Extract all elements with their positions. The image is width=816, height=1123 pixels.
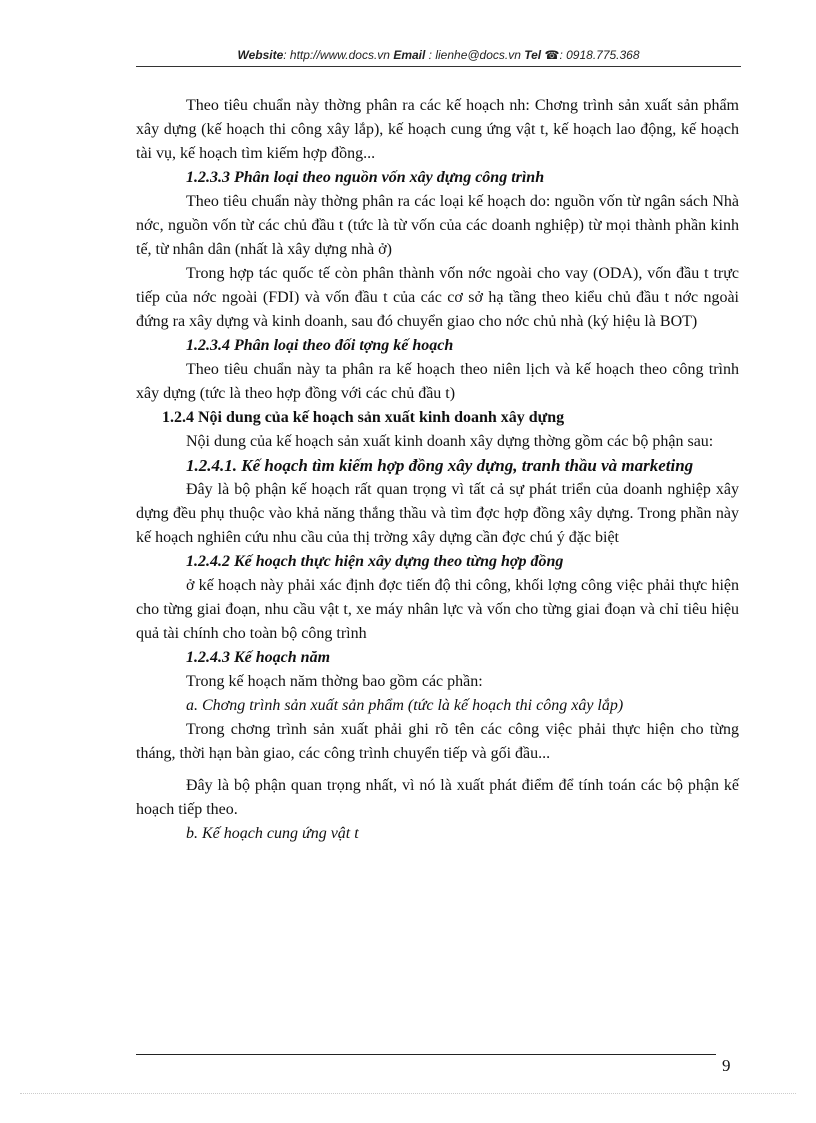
paragraph: Theo tiêu chuẩn này thờng phân ra các kế hoạch nh: Chơng trình sản xuất sản phẩm xây dựng (kế hoạch thi công xây lắp), kế hoạch cung ứng vật t, kế hoạch lao động, kế hoạch tài vụ, kế hoạch tìm kiếm hợp đồng... <box>136 97 739 162</box>
section-heading: 1.2.4.2 Kế hoạch thực hiện xây dựng theo từng hợp đồng <box>186 553 564 570</box>
tel-label: Tel <box>524 48 542 62</box>
section-heading: 1.2.4.3 Kế hoạch năm <box>186 649 331 666</box>
header-divider <box>136 66 741 67</box>
paragraph: Đây là bộ phận quan trọng nhất, vì nó là xuất phát điểm để tính toán các bộ phận kế hoạch tiếp theo. <box>136 777 739 818</box>
website-label: Website <box>237 48 284 62</box>
email-value: : lienhe@docs.vn <box>428 48 521 62</box>
phone-icon: ☎ <box>544 48 560 62</box>
section-heading: 1.2.4 Nội dung của kế hoạch sản xuất kinh doanh xây dựng <box>162 409 565 426</box>
list-item: a. Chơng trình sản xuất sản phẩm (tức là kế hoạch thi công xây lắp) <box>186 697 624 714</box>
section-heading: 1.2.4.1. Kế hoạch tìm kiếm hợp đồng xây dựng, tranh thầu và marketing <box>186 456 694 475</box>
website-value: : http://www.docs.vn <box>283 48 390 62</box>
paragraph: Trong hợp tác quốc tế còn phân thành vốn nớc ngoài cho vay (ODA), vốn đầu t trực tiếp của nớc ngoài (FDI) và vốn đầu t của các cơ sở hạ tầng theo kiểu chủ đầu t nớc ngoài đứng ra xây dựng và kinh doanh, sau đó chuyển giao cho nớc chủ nhà (ký hiệu là BOT) <box>136 265 739 330</box>
paragraph: ở kế hoạch này phải xác định đợc tiến độ thi công, khối lợng công việc phải thực hiện cho từng giai đoạn, nhu cầu vật t, xe máy nhân lực và vốn cho từng giai đoạn và chỉ tiêu hiệu quả tài chính cho toàn bộ công trình <box>136 577 739 642</box>
tel-value: : 0918.775.368 <box>559 48 640 62</box>
paragraph: Theo tiêu chuẩn này ta phân ra kế hoạch theo niên lịch và kế hoạch theo công trình xây dựng (tức là theo hợp đồng với các chủ đầu t) <box>136 361 739 402</box>
paragraph: Trong chơng trình sản xuất phải ghi rõ tên các công việc phải thực hiện cho từng tháng, thời hạn bàn giao, các công trình chuyển tiếp và gối đầu... <box>136 721 739 762</box>
section-heading: 1.2.3.4 Phân loại theo đối tợng kế hoạch <box>186 337 454 354</box>
footer-divider <box>136 1054 716 1055</box>
document-body <box>136 94 739 846</box>
page-header <box>136 48 741 62</box>
page-number: 9 <box>722 1056 731 1075</box>
page-edge-dots <box>20 1093 796 1094</box>
paragraph: Theo tiêu chuẩn này thờng phân ra các loại kế hoạch do: nguồn vốn từ ngân sách Nhà nớc, nguồn vốn từ các chủ đầu t (tức là từ vốn của các doanh nghiệp) từ mọi thành phần kinh tế, từ nhân dân (nhất là xây dựng nhà ở) <box>136 193 739 258</box>
list-item: b. Kế hoạch cung ứng vật t <box>186 825 359 842</box>
email-label: Email <box>393 48 426 62</box>
section-heading: 1.2.3.3 Phân loại theo nguồn vốn xây dựng công trình <box>186 169 545 186</box>
paragraph: Trong kế hoạch năm thờng bao gồm các phần: <box>186 673 483 690</box>
paragraph: Nội dung của kế hoạch sản xuất kinh doanh xây dựng thờng gồm các bộ phận sau: <box>186 433 714 450</box>
paragraph: Đây là bộ phận kế hoạch rất quan trọng vì tất cả sự phát triển của doanh nghiệp xây dựng đều phụ thuộc vào khả năng thắng thầu và tìm đợc hợp đồng xây dựng. Trong phần này kế hoạch nghiên cứu nhu cầu của thị trờng xây dựng cần đợc chú ý đặc biệt <box>136 481 739 546</box>
